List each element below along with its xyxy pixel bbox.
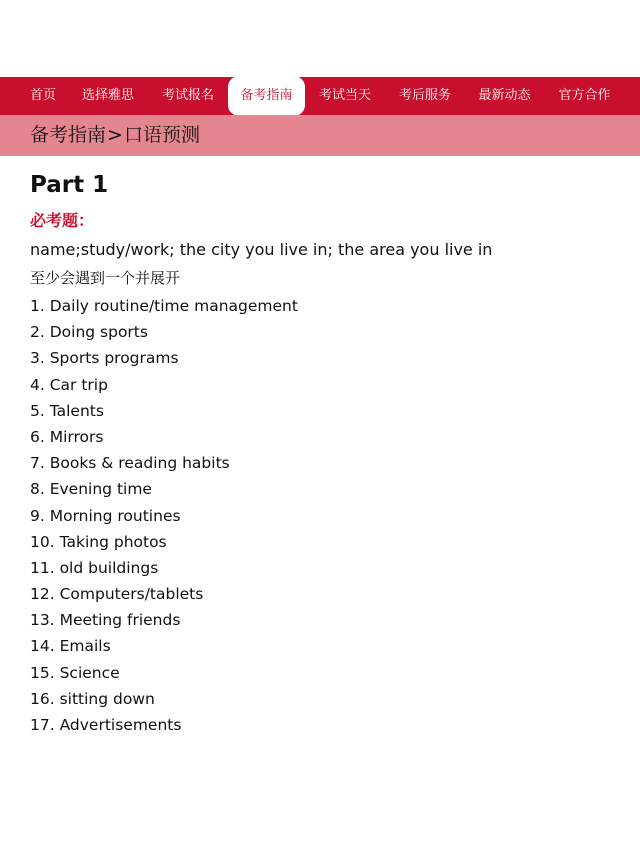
nav-item-partners[interactable]: 官方合作: [558, 88, 611, 103]
topic-list: [30, 293, 620, 738]
list-item: 17. Advertisements: [30, 716, 182, 734]
list-item: 10. Taking photos: [30, 532, 167, 551]
list-item: 1. Daily routine/time management: [30, 297, 298, 315]
list-item: 16. sitting down: [30, 689, 155, 708]
list-item: 2. Doing sports: [30, 323, 148, 342]
breadcrumb-bar: [0, 115, 640, 156]
page-title: Part 1: [30, 172, 109, 198]
nav-item-news[interactable]: 最新动态: [478, 88, 531, 103]
must-topics-note: 至少会遇到一个并展开: [30, 269, 181, 287]
list-item: 5. Talents: [30, 401, 104, 420]
nav-item-home[interactable]: 首页: [29, 88, 56, 103]
nav-item-registration[interactable]: 考试报名: [161, 88, 214, 103]
breadcrumb-section[interactable]: 备考指南: [30, 124, 107, 146]
must-topics-list: name;study/work; the city you live in; the area you live in: [30, 240, 493, 259]
list-item: 6. Mirrors: [30, 427, 104, 446]
main-content: [30, 168, 620, 738]
list-item: 12. Computers/tablets: [30, 585, 204, 604]
list-item: 7. Books & reading habits: [30, 454, 230, 473]
list-item: 11. old buildings: [30, 558, 159, 577]
list-item: 8. Evening time: [30, 480, 152, 499]
must-topics-label: 必考题：: [30, 211, 95, 230]
list-item: 9. Morning routines: [30, 506, 181, 525]
nav-item-after-test[interactable]: 考后服务: [398, 88, 451, 103]
nav-item-preparation[interactable]: 备考指南: [228, 76, 305, 116]
list-item: 14. Emails: [30, 637, 111, 656]
chevron-right-icon: >: [107, 124, 123, 146]
list-item: 15. Science: [30, 663, 120, 682]
main-nav: [0, 77, 640, 115]
list-item: 4. Car trip: [30, 375, 108, 394]
nav-item-choose-ielts[interactable]: 选择雅思: [81, 88, 134, 103]
breadcrumb-current: 口语预测: [124, 124, 201, 146]
breadcrumb: [30, 115, 200, 156]
list-item: 3. Sports programs: [30, 349, 179, 368]
nav-item-test-day[interactable]: 考试当天: [318, 88, 371, 103]
list-item: 13. Meeting friends: [30, 611, 181, 630]
